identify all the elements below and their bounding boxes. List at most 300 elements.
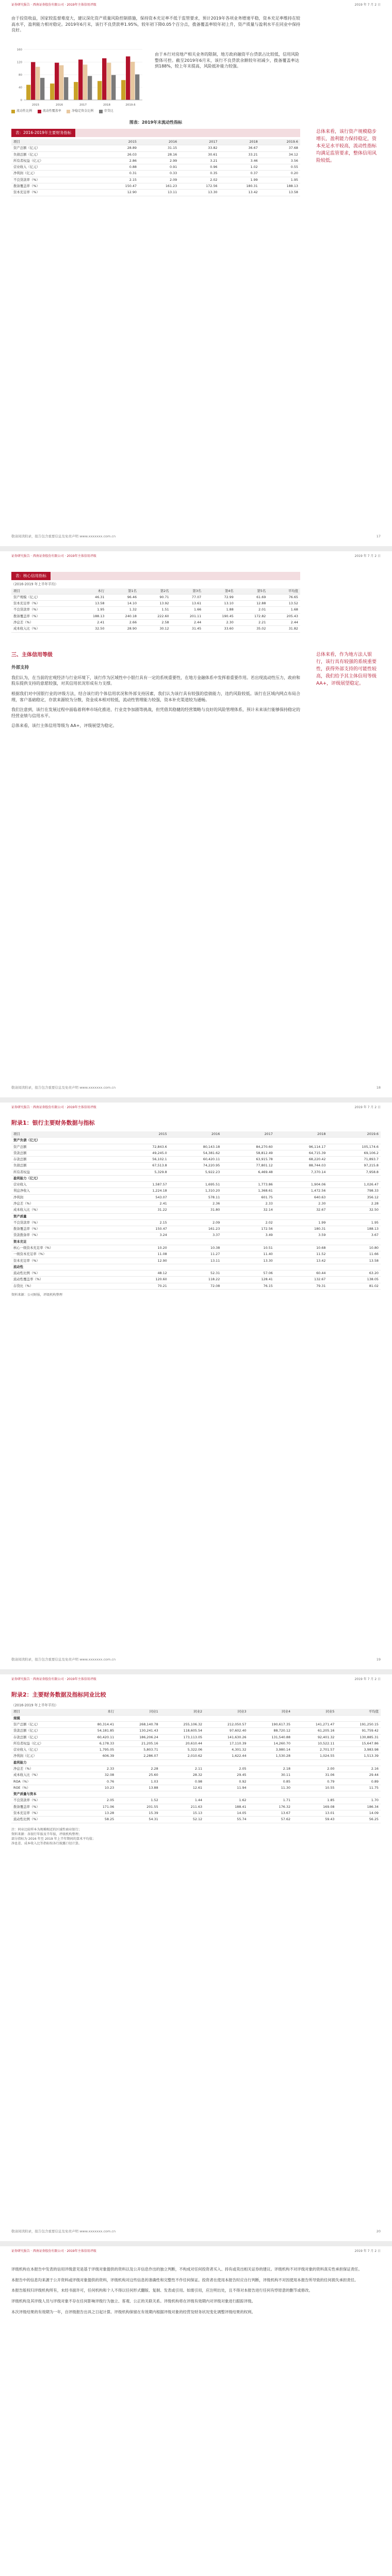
- table-cell: 77.07: [171, 594, 204, 600]
- table-row: [11, 1258, 381, 1264]
- table-cell: 1.85: [292, 1798, 336, 1804]
- table-cell: 60,420.11: [169, 1157, 222, 1163]
- table-cell: 2,010.62: [160, 1753, 204, 1759]
- section-label: 流动性: [11, 1264, 381, 1270]
- table-cell: 32.67: [275, 1207, 328, 1213]
- table-cell: ROA（%）: [11, 1778, 76, 1785]
- table-section-row: [11, 1715, 381, 1721]
- table-cell: 80,143.18: [169, 1144, 222, 1150]
- disclaimer-paragraph: 本报告中的信息均来源于公开资料或评级对象提供的资料，评级机构对这些信息的准确性和完整性不作任何保证。投资者在使用本报告时应自行判断，评级机构不对因使用本报告所导致的任何损失承担责任。: [11, 2277, 358, 2282]
- table-cell: 150.47: [121, 1226, 169, 1232]
- peer-comparison-table: [11, 1709, 381, 1823]
- table-cell: 131,540.88: [249, 1734, 292, 1740]
- table-cell: 存款总额: [11, 1157, 121, 1163]
- table-cell: 1.02: [219, 164, 259, 171]
- table-cell: 资本充足率（%）: [11, 1258, 121, 1264]
- table-row: [11, 171, 300, 177]
- table-row: [11, 158, 300, 164]
- table-subtitle: （2016-2019 年上半年平均）: [11, 582, 58, 586]
- page-header: 证券研究报告 · 西南证券股份有限公司 · 2019年主体信用评级 2019 年 7 月 2 日: [11, 554, 381, 558]
- table-cell: 52.31: [169, 1270, 222, 1277]
- table-cell: 29.45: [204, 1772, 248, 1778]
- table-cell: 1,904.06: [275, 1182, 328, 1188]
- liquidity-chart: [11, 46, 145, 108]
- table-cell: 31.06: [292, 1772, 336, 1778]
- bar-2015-流动性覆盖率: [31, 62, 35, 100]
- table-cell: 0.33: [139, 171, 179, 177]
- column-header: 2017: [222, 1131, 275, 1138]
- table-cell: 190.45: [203, 613, 236, 619]
- column-header: 项目: [11, 1131, 121, 1138]
- table-cell: 141,630.26: [204, 1734, 248, 1740]
- table-cell: 2.33: [76, 1766, 117, 1772]
- table-row: [11, 1157, 381, 1163]
- table-cell: 13.42: [219, 190, 259, 196]
- table-cell: 1.88: [203, 607, 236, 613]
- table-title-bar: [11, 129, 300, 137]
- table-cell: 净息差（%）: [11, 1766, 76, 1772]
- table-cell: 5,329.8: [121, 1169, 169, 1175]
- table-cell: 3.67: [328, 1232, 381, 1239]
- table-cell: 1,622.44: [204, 1753, 248, 1759]
- table-cell: 1.95: [74, 607, 107, 613]
- table-cell: 3.24: [121, 1232, 169, 1239]
- y-tick-label: 40: [19, 86, 22, 90]
- table-cell: 138.05: [328, 1277, 381, 1283]
- table-cell: 2,701.57: [292, 1747, 336, 1753]
- table-cell: 流动性比例（%）: [11, 1270, 121, 1277]
- column-header: 本行: [76, 1709, 117, 1715]
- page-footer: 敬请阅读附录，报告包含重要信息及免责声明 www.xxxxxxx.com.cn 18: [11, 1085, 381, 1090]
- table-cell: 资本充足率（%）: [11, 1810, 76, 1816]
- table-row: [11, 1201, 381, 1207]
- column-header: 本行: [74, 588, 107, 595]
- table-cell: 3.56: [260, 158, 300, 164]
- table-cell: 10,522.11: [292, 1740, 336, 1747]
- table-cell: 58.25: [76, 1817, 117, 1823]
- appendix-financial-table: [11, 1131, 381, 1290]
- table-cell: 30.61: [179, 151, 219, 158]
- table-header-row: [11, 139, 300, 145]
- table-cell: 543.07: [121, 1194, 169, 1200]
- table-row: [11, 626, 300, 632]
- table-cell: 97,215.8: [328, 1163, 381, 1169]
- table-cell: 2.28: [116, 1766, 160, 1772]
- table-cell: 1.52: [116, 1798, 160, 1804]
- table-row: [11, 601, 300, 607]
- table-cell: 净利润（亿元）: [11, 1753, 76, 1759]
- report-page-1: [0, 0, 392, 546]
- table-cell: 74,220.95: [169, 1163, 222, 1169]
- table-cell: 0.37: [219, 171, 259, 177]
- body-paragraph: 我们认为，在当前的宏观经济与行业环境下，该行作为区域性中小银行具有一定的系统重要性，在地方金融体系中发挥着重要作用。若出现流动性压力，政府和股东提供支持的意愿较强，对其信用状况形成有力支撑。: [11, 675, 300, 686]
- table-header-row: [11, 588, 300, 595]
- table-cell: 1,024.55: [292, 1753, 336, 1759]
- column-header: 第4名: [203, 588, 236, 595]
- table-cell: 1.99: [275, 1219, 328, 1226]
- table-cell: 2.05: [76, 1798, 117, 1804]
- table-cell: 57.62: [249, 1817, 292, 1823]
- table-cell: 205.43: [268, 613, 300, 619]
- bar-2015-净稳定资金比例: [36, 67, 40, 100]
- table-section-row: [11, 1791, 381, 1798]
- page-header: 证券研究报告 · 西南证券股份有限公司 · 2019年主体信用评级 2019 年 7 月 2 日: [11, 1106, 381, 1109]
- legend-item: 流动性比例: [11, 109, 32, 114]
- table-cell: 营业收入（亿元）: [11, 1747, 76, 1753]
- table-cell: 173,113.05: [160, 1734, 204, 1740]
- table-row: [11, 183, 300, 189]
- table-cell: 13.58: [260, 190, 300, 196]
- table-row: [11, 1728, 381, 1734]
- table-row: [11, 619, 300, 625]
- footnote: 资料来源：各银行年报及半年报，评级机构整理；: [11, 1832, 82, 1836]
- body-paragraph: 由于投资收益，国家较监督难度大，建议深化资产质量风险控制措施，保持资本充足率不低于监管要求，预计2019年各项业务增速平稳，资本充足率维持在较高水平，盈利能力相对稳定。2019年6月末，该行不良贷款率1.95%，较年初下降0.05个百分点，拨备覆盖率较年初上升，资产质量与盈利水平在同业中保持良好。: [11, 16, 300, 33]
- table-cell: 56,102.1: [121, 1157, 169, 1163]
- table-cell: 55.74: [204, 1817, 248, 1823]
- table-cell: 贷款总额: [11, 1150, 121, 1156]
- bar-2016-流动性比例: [50, 83, 54, 100]
- table-cell: 7,958.8: [328, 1169, 381, 1175]
- table-cell: 1.51: [139, 607, 171, 613]
- liquidity-bar-chart: [11, 46, 145, 108]
- table-cell: 1.66: [171, 607, 204, 613]
- table-header-row: [11, 1709, 381, 1715]
- table-cell: 25.60: [116, 1772, 160, 1778]
- section-label: 资产负债（亿元）: [11, 1138, 381, 1144]
- table-cell: 71,893.7: [328, 1157, 381, 1163]
- table-cell: 13.52: [268, 601, 300, 607]
- table-cell: 10.51: [222, 1245, 275, 1251]
- table-cell: 负债总额: [11, 1163, 121, 1169]
- table-cell: 10.80: [328, 1245, 381, 1251]
- table-cell: 60.44: [275, 1270, 328, 1277]
- table-cell: 2.44: [171, 619, 204, 625]
- table-cell: 255,106.32: [160, 1722, 204, 1728]
- table-cell: 2.15: [99, 177, 139, 183]
- table-cell: 2.41: [74, 619, 107, 625]
- table-cell: 资产总额: [11, 1144, 121, 1150]
- table-cell: 52.12: [160, 1817, 204, 1823]
- table-cell: 70.21: [121, 1283, 169, 1289]
- table-cell: 2.21: [236, 619, 268, 625]
- table-row: [11, 1144, 381, 1150]
- y-tick-label: 120: [17, 61, 22, 64]
- table-cell: 97,602.40: [204, 1728, 248, 1734]
- table-cell: 成本收入比（%）: [11, 1207, 121, 1213]
- body-paragraph: 我们注意到，该行在发展过程中面临着利率市场化推进、行业竞争加剧等挑战，但凭借其稳健的经营策略与良好的风险管理体系，预计未来该行能够保持稳定的经营业绩与信用水平。: [11, 707, 300, 718]
- table-cell: 180.31: [219, 183, 259, 189]
- x-tick-label: 2017: [79, 104, 87, 107]
- table-cell: 1.44: [160, 1798, 204, 1804]
- table-cell: 负债总额（亿元）: [11, 151, 99, 158]
- table-section-row: [11, 1239, 381, 1245]
- table-cell: 1.71: [249, 1798, 292, 1804]
- table-row: [11, 1740, 381, 1747]
- table-row: [11, 1722, 381, 1728]
- table-cell: 0.20: [260, 171, 300, 177]
- column-header: 同业5: [292, 1709, 336, 1715]
- table-cell: 32.14: [222, 1207, 275, 1213]
- table-row: [11, 151, 300, 158]
- table-cell: 59.43: [292, 1817, 336, 1823]
- table-cell: 46.31: [74, 594, 107, 600]
- table-cell: 77,801.12: [222, 1163, 275, 1169]
- page-header: 证券研究报告 · 西南证券股份有限公司 · 2019年主体信用评级 2019 年 7 月 2 日: [11, 2249, 381, 2253]
- section-label: 资产质量: [11, 1213, 381, 1219]
- table-cell: 0.55: [260, 164, 300, 171]
- section-title-bar: [11, 572, 300, 580]
- table-row: [11, 1219, 381, 1226]
- section-heading: 三、主体信用等级: [11, 652, 53, 658]
- table-cell: 所有者权益（亿元）: [11, 1740, 76, 1747]
- table-cell: 2.02: [179, 177, 219, 183]
- table-cell: 28.89: [99, 145, 139, 151]
- bar-2015-流动性比例: [26, 85, 30, 100]
- table-cell: 15,647.86: [336, 1740, 381, 1747]
- footnote: 净息差、成本收入比等指标按各行披露口径计算。: [11, 1842, 82, 1846]
- legend-item: 存贷比: [99, 109, 113, 114]
- table-section-row: [11, 1138, 381, 1144]
- column-header: 平均值: [336, 1709, 381, 1715]
- table-cell: 5,322.06: [160, 1747, 204, 1753]
- table-section-row: [11, 1759, 381, 1766]
- header-left: 证券研究报告 · 西南证券股份有限公司 · 2019年主体信用评级: [11, 3, 96, 7]
- table-cell: 3,980.14: [249, 1747, 292, 1753]
- x-tick-label: 2018: [103, 104, 110, 107]
- table-cell: 0.98: [160, 1778, 204, 1785]
- bar-2018-流动性比例: [97, 81, 102, 100]
- table-cell: 1.62: [204, 1798, 248, 1804]
- table-cell: 2.15: [121, 1219, 169, 1226]
- column-header: 平均值: [268, 588, 300, 595]
- bar-2019.6-净稳定资金比例: [130, 62, 135, 100]
- table-cell: 33.60: [203, 626, 236, 632]
- table-row: [11, 1270, 381, 1277]
- column-header: 第3名: [171, 588, 204, 595]
- table-cell: 120.60: [121, 1277, 169, 1283]
- table-cell: 2.30: [275, 1201, 328, 1207]
- table-cell: 57.06: [222, 1270, 275, 1277]
- table-cell: 798.33: [328, 1188, 381, 1194]
- table-cell: 92,401.32: [292, 1734, 336, 1740]
- column-header: 2019.6: [260, 139, 300, 145]
- table-cell: 成本收入比（%）: [11, 1772, 76, 1778]
- table-cell: 31.22: [121, 1207, 169, 1213]
- table-cell: 186,206.24: [116, 1734, 160, 1740]
- table-cell: 76.15: [222, 1283, 275, 1289]
- table-row: [11, 1804, 381, 1810]
- table-cell: 191,250.15: [336, 1722, 381, 1728]
- disclaimer-paragraph: 评级机构及其评级人员与评级对象不存在任何影响评级行为独立、客观、公正的关联关系。评级机构将在评级有效期内对评级对象进行跟踪评级。: [11, 2299, 256, 2304]
- table-cell: 118,605.54: [160, 1728, 204, 1734]
- table-cell: 1,795.05: [76, 1747, 117, 1753]
- financial-summary-table: [11, 139, 300, 196]
- table-cell: 3.37: [169, 1232, 222, 1239]
- column-header: 项目: [11, 1709, 76, 1715]
- header-date: 2019 年 7 月 2 日: [354, 3, 381, 7]
- table-cell: 13.67: [249, 1810, 292, 1816]
- table-section-row: [11, 1175, 381, 1181]
- table-cell: 拨备覆盖率（%）: [11, 1226, 121, 1232]
- report-page-3: [0, 1103, 392, 1669]
- table-cell: 60,420.11: [76, 1734, 117, 1740]
- x-tick-label: 2016: [56, 104, 63, 107]
- table-cell: 2.44: [268, 619, 300, 625]
- table-cell: 贷款总额（亿元）: [11, 1728, 76, 1734]
- table-row: [11, 1778, 381, 1785]
- table-cell: 1,587.57: [121, 1182, 169, 1188]
- table-cell: 212,050.57: [204, 1722, 248, 1728]
- x-tick-label: 2015: [32, 104, 39, 107]
- table-cell: 601.75: [222, 1194, 275, 1200]
- column-header: 第5名: [236, 588, 268, 595]
- table-cell: 172.82: [236, 613, 268, 619]
- table-cell: 0.76: [76, 1778, 117, 1785]
- table-row: [11, 190, 300, 196]
- table-cell: 净利润（亿元）: [11, 171, 99, 177]
- sidebar-summary: 总体来看，作为地方法人银行，该行具有较强的系统重要性，获得外部支持的可能性较高，我们给予其主体信用等级 AA+，评级展望稳定。: [316, 652, 377, 686]
- table-cell: 13.01: [292, 1810, 336, 1816]
- column-header: 第1名: [106, 588, 139, 595]
- table-cell: 54,381.62: [169, 1150, 222, 1156]
- table-cell: 10.68: [275, 1245, 328, 1251]
- table-cell: 32.50: [74, 626, 107, 632]
- page-footer: 敬请阅读附录，报告包含重要信息及免责声明 www.xxxxxxx.com.cn 20: [11, 2229, 381, 2233]
- table-title: 表：2016-2019年主要财务指标: [11, 129, 75, 137]
- table-row: [11, 1277, 381, 1283]
- table-subtitle: （2016-2019 年上半年平均）: [11, 1703, 58, 1707]
- table-row: [11, 613, 300, 619]
- table-cell: 79.31: [275, 1283, 328, 1289]
- table-cell: 1,224.18: [121, 1188, 169, 1194]
- table-cell: 28.90: [106, 626, 139, 632]
- table-cell: 一级资本充足率（%）: [11, 1251, 121, 1258]
- table-cell: 1.95: [260, 177, 300, 183]
- table-cell: 拨备覆盖率（%）: [11, 183, 99, 189]
- table-cell: 188.41: [204, 1804, 248, 1810]
- table-cell: 118.22: [169, 1277, 222, 1283]
- table-cell: 186.34: [336, 1804, 381, 1810]
- table-cell: 578.11: [169, 1194, 222, 1200]
- table-cell: 91,759.42: [336, 1728, 381, 1734]
- table-cell: 31.80: [169, 1207, 222, 1213]
- table-cell: 64,715.39: [275, 1150, 328, 1156]
- table-cell: 161.23: [169, 1226, 222, 1232]
- table-cell: 贷款拨备率（%）: [11, 1232, 121, 1239]
- table-row: [11, 1766, 381, 1772]
- report-page-5: [0, 2246, 392, 2576]
- table-cell: 13.42: [275, 1258, 328, 1264]
- column-header: 项目: [11, 588, 74, 595]
- table-cell: 72,843.6: [121, 1144, 169, 1150]
- section-label: 规模: [11, 1715, 381, 1721]
- table-cell: 0.31: [99, 171, 139, 177]
- report-page-2: [0, 551, 392, 1097]
- table-row: [11, 607, 300, 613]
- table-cell: 1,472.56: [275, 1188, 328, 1194]
- table-row: [11, 594, 300, 600]
- bar-2019.6-流动性比例: [121, 80, 125, 100]
- table-cell: 1.32: [106, 607, 139, 613]
- table-cell: 12.90: [99, 190, 139, 196]
- table-cell: 17,110.39: [204, 1740, 248, 1747]
- table-cell: 2.99: [139, 158, 179, 164]
- table-source-note: 资料来源：公司财报，评级机构整理: [11, 1293, 62, 1297]
- table-cell: 资本充足率（%）: [11, 190, 99, 196]
- table-section-row: [11, 1213, 381, 1219]
- table-cell: 240.18: [106, 613, 139, 619]
- table-cell: 2.00: [292, 1766, 336, 1772]
- sub-heading: 外部支持: [11, 665, 29, 670]
- table-row: [11, 1810, 381, 1816]
- column-header: 2019.6: [328, 1131, 381, 1138]
- table-cell: 128.41: [222, 1277, 275, 1283]
- column-header: 项目: [11, 139, 99, 145]
- table-cell: 1.95: [328, 1219, 381, 1226]
- table-cell: 96.46: [106, 594, 139, 600]
- table-cell: 11.27: [169, 1251, 222, 1258]
- column-header: 同业3: [204, 1709, 248, 1715]
- table-cell: 1,026.47: [328, 1182, 381, 1188]
- table-cell: 180.31: [275, 1226, 328, 1232]
- table-cell: 0.88: [99, 164, 139, 171]
- table-row: [11, 1734, 381, 1740]
- table-cell: 1,368.61: [222, 1188, 275, 1194]
- table-cell: 88,720.12: [249, 1728, 292, 1734]
- table-cell: 188.13: [74, 613, 107, 619]
- column-header: 同业4: [249, 1709, 292, 1715]
- table-row: [11, 1207, 381, 1213]
- table-row: [11, 1226, 381, 1232]
- table-cell: 72.08: [169, 1283, 222, 1289]
- table-cell: 30.11: [249, 1772, 292, 1778]
- table-cell: 1,695.51: [169, 1182, 222, 1188]
- disclaimer-paragraph: 评级机构在本报告中发表的信用评级意见是基于评级对象提供的资料以及公开信息作出的独立判断，不构成对任何投资者买入、持有或卖出相关证券的建议。评级机构不对评级对象的资料真实性承担保证责任。: [11, 2267, 362, 2272]
- table-cell: 11.08: [121, 1251, 169, 1258]
- table-section-row: [11, 1264, 381, 1270]
- column-header: 2016: [169, 1131, 222, 1138]
- table-cell: 0.79: [292, 1778, 336, 1785]
- table-cell: 61.69: [236, 594, 268, 600]
- table-cell: 不良贷款率（%）: [11, 1798, 76, 1804]
- table-cell: 48.12: [121, 1270, 169, 1277]
- table-cell: 2.09: [139, 177, 179, 183]
- table-cell: 84,270.60: [222, 1144, 275, 1150]
- table-cell: 流动性覆盖率（%）: [11, 1277, 121, 1283]
- table-row: [11, 1772, 381, 1778]
- x-tick-label: 2019.6: [125, 104, 136, 107]
- section-label: 盈利能力（亿元）: [11, 1175, 381, 1181]
- column-header: 2015: [121, 1131, 169, 1138]
- table-cell: 61,205.16: [292, 1728, 336, 1734]
- table-cell: 2.16: [336, 1766, 381, 1772]
- table-cell: 31.15: [139, 145, 179, 151]
- table-cell: 净息差（%）: [11, 1201, 121, 1207]
- table-cell: 资产总额（亿元）: [11, 145, 99, 151]
- table-cell: 67,513.8: [121, 1163, 169, 1169]
- table-cell: 所有者权益: [11, 1169, 121, 1175]
- table-cell: 2.02: [222, 1219, 275, 1226]
- table-cell: 0.91: [139, 164, 179, 171]
- bar-2016-存贷比: [64, 77, 68, 100]
- table-cell: 2.05: [204, 1766, 248, 1772]
- bar-2016-净稳定资金比例: [59, 65, 63, 100]
- table-cell: 4,301.32: [204, 1747, 248, 1753]
- table-cell: 2.01: [236, 607, 268, 613]
- table-cell: 净利润: [11, 1194, 121, 1200]
- bar-2017-流动性比例: [74, 82, 78, 100]
- table-cell: 80,314.41: [76, 1722, 117, 1728]
